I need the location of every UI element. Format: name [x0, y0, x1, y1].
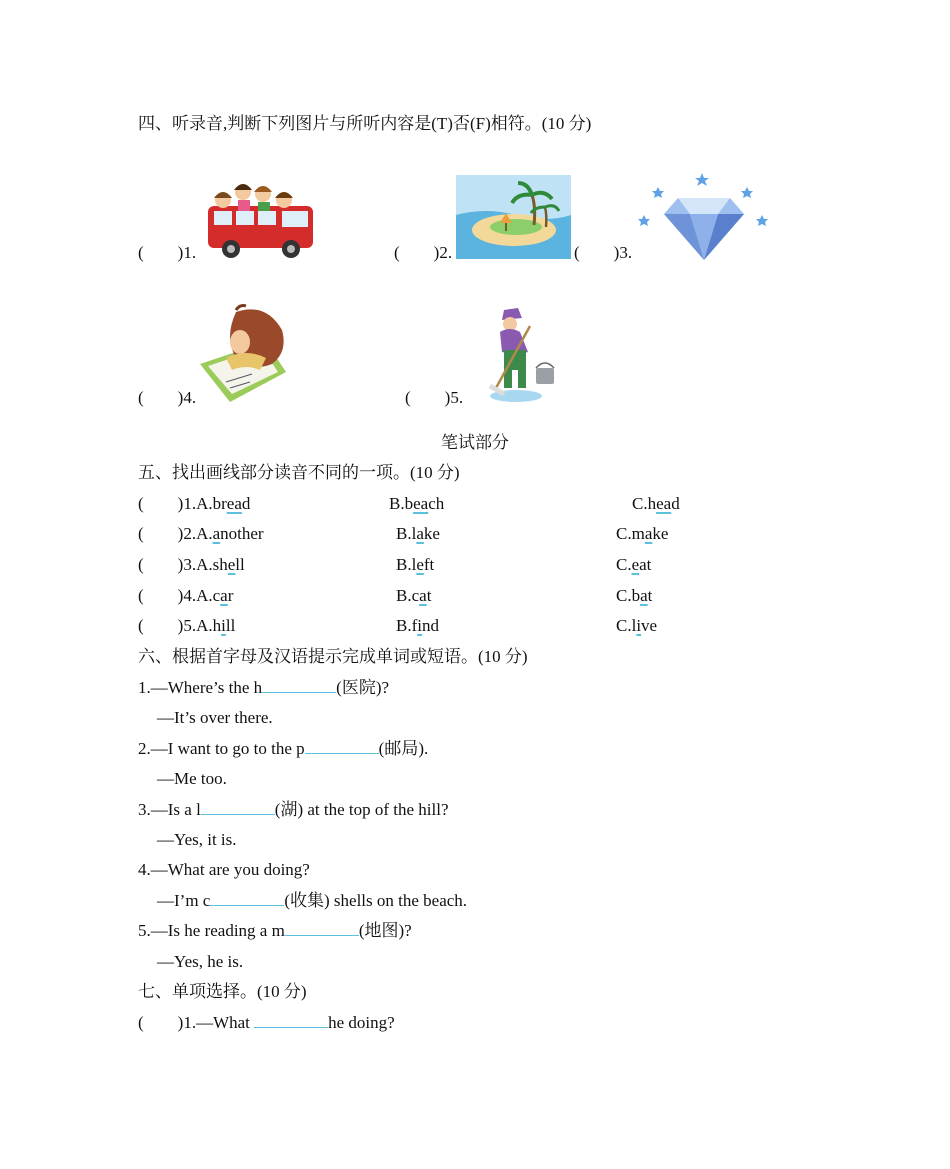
s5-row-4-a: ( )4.A.car [138, 586, 234, 605]
s6-a2: —Me too. [157, 769, 227, 788]
s6-q3: 3.—Is a l (湖) at the top of the hill? [138, 800, 449, 819]
s5-row-5-a: ( )5.A.hill [138, 616, 236, 635]
item-label-3: ( )3. [574, 243, 633, 262]
s5-row-2-a: ( )2.A.another [138, 524, 264, 543]
answer-blank[interactable] [210, 891, 284, 906]
s5-row-3-b: B.left [396, 555, 435, 574]
diamond-icon [634, 170, 774, 262]
s7-q1: ( )1.—What he doing? [138, 1013, 395, 1032]
answer-blank[interactable] [262, 678, 336, 693]
s6-q1: 1.—Where’s the h (医院)? [138, 678, 390, 697]
s5-row-3-c: C.eat [616, 555, 652, 574]
s5-row-3-a: ( )3.A.shell [138, 555, 245, 574]
answer-blank[interactable] [305, 739, 379, 754]
s5-row-5-c: C.live [616, 616, 658, 635]
s6-a4: —I’m c (收集) shells on the beach. [157, 891, 468, 910]
section7-title: 七、单项选择。(10 分) [138, 982, 307, 1001]
item-label-4: ( )4. [138, 388, 197, 407]
man-mopping-icon [486, 306, 558, 404]
girl-drawing-icon [196, 302, 290, 404]
s5-row-2-c: C.make [616, 524, 669, 543]
s6-a1: —It’s over there. [157, 708, 273, 727]
item-label-1: ( )1. [138, 243, 197, 262]
beach-island-icon [456, 175, 571, 259]
s6-a3: —Yes, it is. [157, 830, 237, 849]
s5-row-1-c: C.head [632, 494, 680, 513]
answer-blank[interactable] [201, 800, 275, 815]
s6-q2: 2.—I want to go to the p (邮局). [138, 739, 429, 758]
s5-row-5-b: B.find [396, 616, 439, 635]
section6-title: 六、根据首字母及汉语提示完成单词或短语。(10 分) [138, 647, 528, 666]
s5-row-1-a: ( )1.A.bread [138, 494, 251, 513]
section5-title: 五、找出画线部分读音不同的一项。(10 分) [138, 463, 460, 482]
bus-icon [198, 178, 318, 260]
item-label-2: ( )2. [394, 243, 453, 262]
section4-title: 四、听录音,判断下列图片与所听内容是(T)否(F)相符。(10 分) [138, 114, 592, 133]
s6-a5: —Yes, he is. [157, 952, 244, 971]
s5-row-4-b: B.cat [396, 586, 432, 605]
answer-blank[interactable] [254, 1013, 328, 1028]
item-label-5: ( )5. [405, 388, 464, 407]
s5-row-4-c: C.bat [616, 586, 653, 605]
answer-blank[interactable] [285, 921, 359, 936]
s5-row-1-b: B.beach [389, 494, 445, 513]
s5-row-2-b: B.lake [396, 524, 440, 543]
s6-q5: 5.—Is he reading a m (地图)? [138, 921, 412, 940]
s6-q4: 4.—What are you doing? [138, 860, 310, 879]
written-heading: 笔试部分 [441, 433, 509, 452]
